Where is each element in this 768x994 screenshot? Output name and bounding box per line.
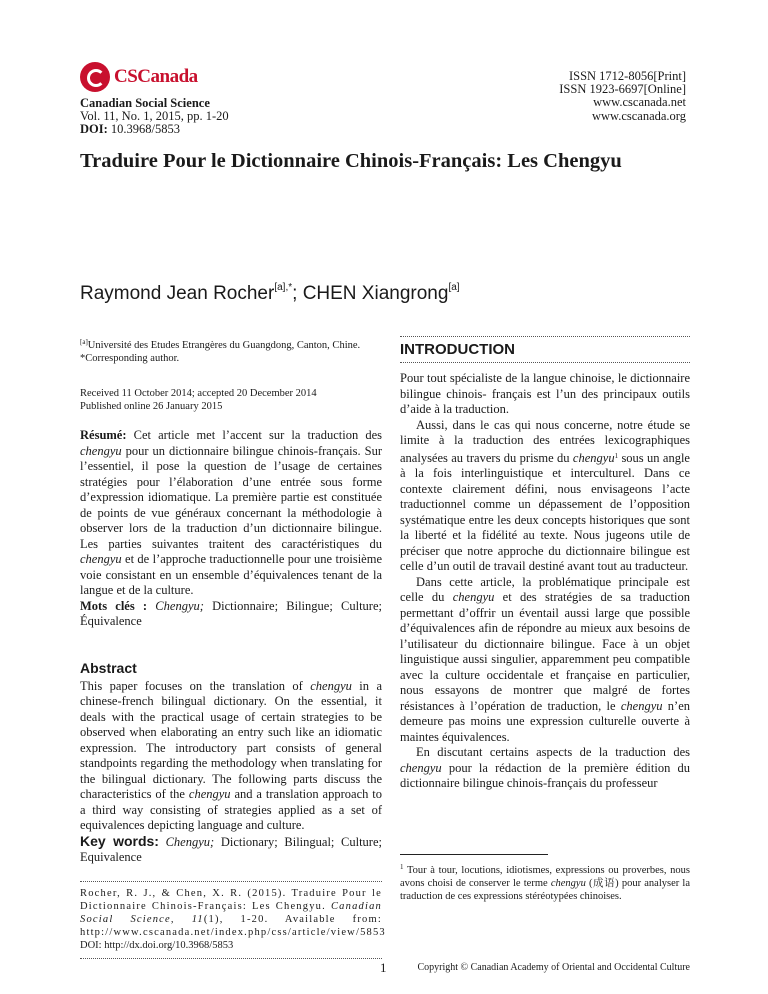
journal-info xyxy=(80,97,229,136)
citation-link[interactable]: (1), 1-20. Available from: http://www.cscanada.net/index.php/css/article/view/5853 xyxy=(80,913,386,938)
citation-doi[interactable]: DOI: http://dx.doi.org/10.3968/5853 xyxy=(80,939,234,951)
journal-url-2[interactable]: www.cscanada.org xyxy=(591,108,686,123)
publisher-logo xyxy=(80,62,198,92)
copyright: Copyright © Canadian Academy of Oriental and Occidental Culture xyxy=(417,962,690,973)
abstract-heading: Abstract xyxy=(80,659,137,676)
introduction-heading: INTRODUCTION xyxy=(400,336,690,363)
mots-cles: Mots clés : Chengyu; Dictionnaire; Bilingue; Culture; Équivalence xyxy=(80,598,382,628)
corresponding-author: *Corresponding author. xyxy=(80,353,180,364)
citation-box: Rocher, R. J., & Chen, X. R. (2015). Traduire Pour le Dictionnaire Chinois-Français: Les Chengyu. Canadian Social Science, 11(1), 1-20. Available from: http://www.cscanada.net/index.php/css/article/view/5853 DOI: http://dx.doi.org/10.3968/5853 xyxy=(80,881,382,959)
journal-name: Canadian Social Science xyxy=(80,96,210,110)
author-line: Raymond Jean Rocher$^{[a],*}$; CHEN Xiangrong[a] xyxy=(80,282,460,304)
intro-paragraph-3: Dans cette article, la problématique principale est celle du chengyu et des stratégies de sa traduction permettant d’offrir un éventail aussi large que possible d’équivalences afin de répondre au mieux aux besoins de l’utilisateur du dictionnaire bilingue. Face à un objet linguistique aussi singulier, apparemment peu compatible avec la culture occidentale et française en particulier, nous essayons de montrer que malgré de fortes résistances à l’opération de traduction, le chengyu n’en demeure pas moins une expression culturelle ouverte à maintes équivalences. xyxy=(400,574,691,744)
author-2: CHEN Xiangrong xyxy=(302,283,449,304)
journal-url-1[interactable]: www.cscanada.net xyxy=(593,95,686,110)
intro-paragraph-1: Pour tout spécialiste de la langue chinoise, le dictionnaire bilingue chinois- français est l’un des principaux outils d’aide à la traduction. xyxy=(400,371,690,416)
resume: Résumé: Cet article met l’accent sur la traduction des chengyu pour un dictionnaire bilingue chinois-français. Sur l’essentiel, il pose la question de l’usage de certaines stratégies pour l’élaboration d’une entrée sous forme d’expression idiomatique. La première partie est constituée de points de vue généraux concernant la méthodologie à observer lors de la traduction d’un dictionnaire bilingue. Les parties suivantes traitent des caractéristiques du chengyu et de l’approche traductionnelle pour une troisième voie consistant en un ensemble d’équivalences tenant de la langue et de la culture. xyxy=(80,428,382,597)
author-1: Raymond Jean Rocher xyxy=(80,283,275,304)
abstract-text: This paper focuses on the translation of chengyu in a chinese-french bilingual dictionary. On the essential, it deals with the practical usage of certain strategies to be observed when elaborating an entry such like an idiomatic expression. The introductory part consists of general standpoints regarding the methodology when translating for the bilingual dictionary. The following parts discuss the characteristics of the chengyu and a translation approach to a third way consisting of strategies applied as a set of equivalences depicting language and culture. xyxy=(80,678,382,832)
logo-text: CSCanada xyxy=(114,66,198,87)
issn-block xyxy=(559,70,686,123)
article-title: Traduire Pour le Dictionnaire Chinois-Français: Les Chengyu xyxy=(80,150,622,172)
footnote: $^1$ Tour à tour, locutions, idiotismes, expressions ou proverbes, nous avons choisi de conserver le terme chengyu (成语) pour analyser la traduction de ces expressions stéréotypées chinoises. xyxy=(400,854,690,903)
issn-print: ISSN 1712-8056[Print] xyxy=(568,69,686,83)
issn-online: ISSN 1923-6697[Online] xyxy=(559,82,686,97)
resume-label: Résumé: xyxy=(80,428,127,442)
intro-paragraph-2: Aussi, dans le cas qui nous concerne, notre étude se limite à la traduction des entrées lexicographiques analysées au travers du prisme du chengyu$^1$ sous un angle à la fois interlinguistique et interculturel. Dans ce contexte clairement défini, nous envisageons l’acte traductionnel comme un dépassement de l’opposition systématique entre les deux concepts historiques que sont la liberté et la fidélité au texte. Nous jugeons utile de préciser que notre approche du dictionnaire bilingue est celle d’un outil de travail destiné avant tout au traducteur. xyxy=(400,417,690,573)
cscanada-logo-icon xyxy=(80,62,110,92)
journal-doi: DOI: 10.3968/5853 xyxy=(80,122,181,136)
received-dates: Received 11 October 2014; accepted 20 December 2014 Published online 26 January 2015 xyxy=(80,388,317,412)
left-column xyxy=(80,336,386,959)
key-words: Key words: Chengyu; Dictionary; Bilingual; Culture; Equivalence xyxy=(80,832,382,864)
page-number: 1 xyxy=(380,960,387,975)
footnote-rule xyxy=(400,854,548,855)
volume-info: Vol. 11, No. 1, 2015, pp. 1-20 xyxy=(80,109,229,123)
right-column xyxy=(400,336,690,792)
intro-paragraph-4: En discutant certains aspects de la traduction des chengyu pour la rédaction de la première édition du dictionnaire bilingue chinois-français du professeur xyxy=(400,745,690,790)
affiliation: [a]Université des Etudes Etrangères du Guangdong, Canton, Chine. xyxy=(80,338,361,351)
